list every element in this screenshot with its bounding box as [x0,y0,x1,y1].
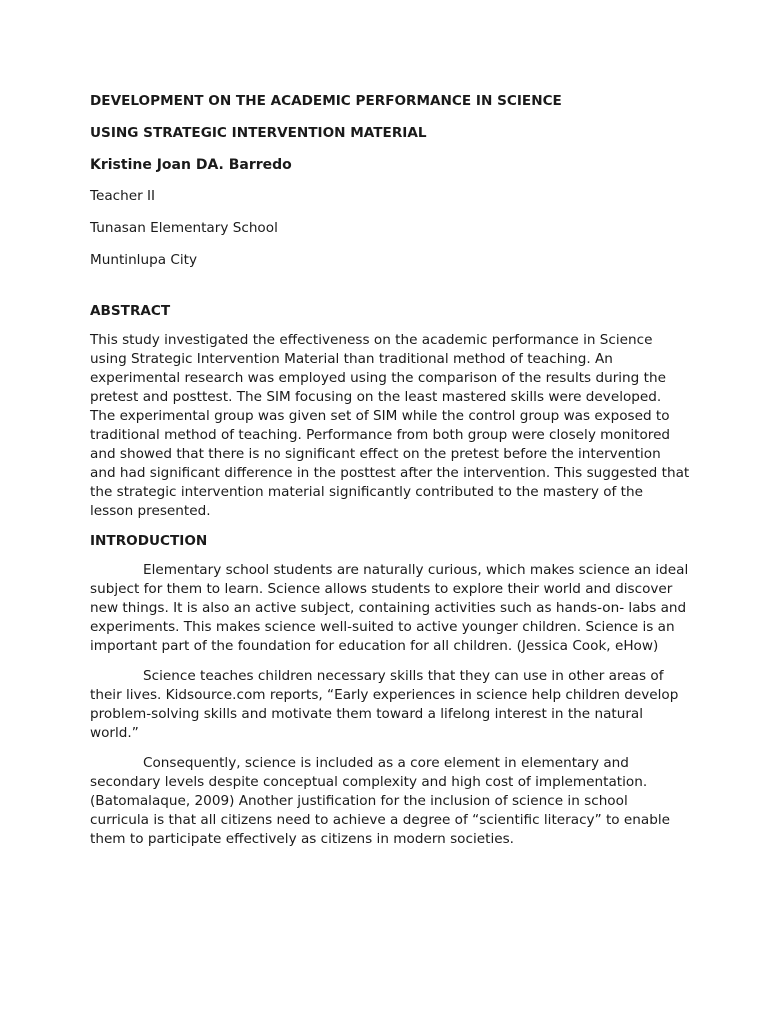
author-city: Muntinlupa City [90,252,197,268]
author-name: Kristine Joan DA. Barredo [90,157,292,173]
author-position: Teacher II [90,188,156,204]
introduction-heading: INTRODUCTION [90,533,208,549]
title-line-1: DEVELOPMENT ON THE ACADEMIC PERFORMANCE IN SCIENCE [90,93,562,109]
introduction-paragraph-1: Elementary school students are naturally curious, which makes science an ideal subject for them to learn. Science allows students to explore their world and discover new things. It is also an active subject, containing activities such as hands-on- labs and experiments. This makes science well-suited to active younger children. Science is an important part of the foundation for education for all children. (Jessica Cook, eHow) [90,562,689,654]
introduction-paragraph-3: Consequently, science is included as a core element in elementary and secondary levels despite conceptual complexity and high cost of implementation. (Batomalaque, 2009) Another justification for the inclusion of science in school curricula is that all citizens need to achieve a degree of “scientific literacy” to enable them to participate effectively as citizens in modern societies. [90,755,671,847]
abstract-heading: ABSTRACT [90,303,171,319]
author-school: Tunasan Elementary School [90,220,278,236]
abstract-text: This study investigated the effectiveness on the academic performance in Science using Strategic Intervention Material than traditional method of teaching. An experimental research was employed using the comparison of the results during the pretest and posttest. The SIM focusing on the least mastered skills were developed. The experimental group was given set of SIM while the control group was exposed to traditional method of teaching. Performance from both group were closely monitored and showed that there is no significant effect on the pretest before the intervention and had significant difference in the posttest after the intervention. This suggested that the strategic intervention material significantly contributed to the mastery of the lesson presented. [90,332,690,519]
title-line-2: USING STRATEGIC INTERVENTION MATERIAL [90,125,427,141]
document-page [90,92,690,860]
spacer [90,283,690,302]
introduction-paragraph-2: Science teaches children necessary skills that they can use in other areas of their lives. Kidsource.com reports, “Early experiences in science help children develop problem-solving skills and motivate them toward a lifelong interest in the natural world.” [90,668,679,741]
